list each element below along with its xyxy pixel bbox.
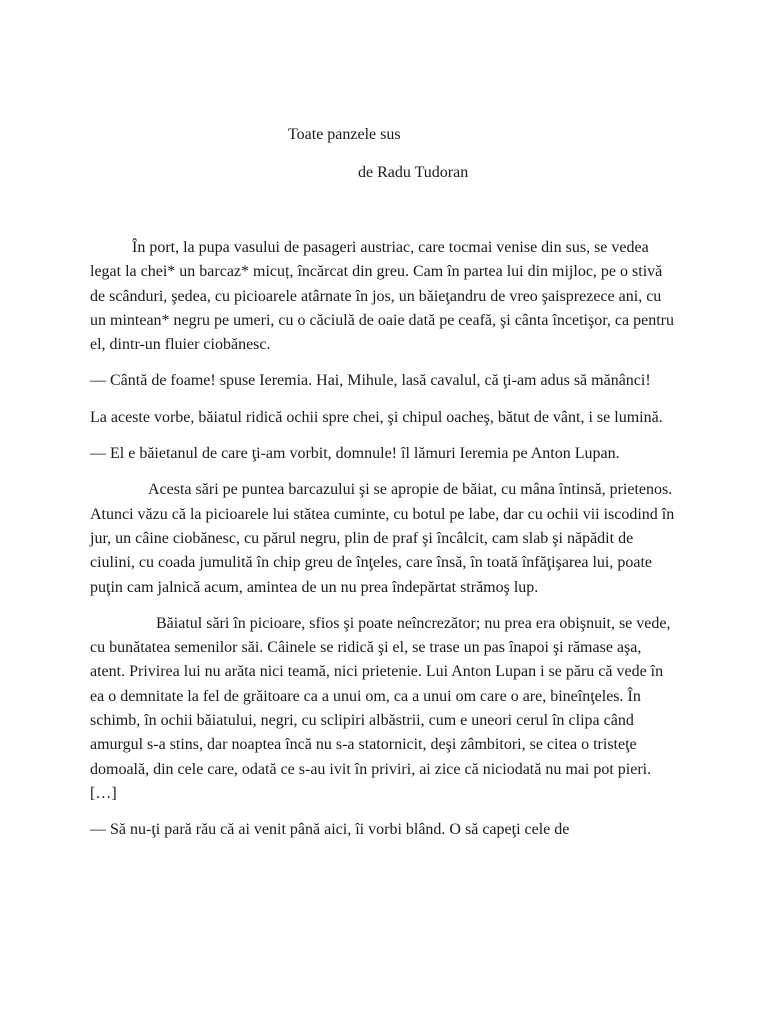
paragraph-4: — El e băietanul de care ţi-am vorbit, domnule! îl lămuri Ieremia pe Anton Lupan. <box>90 445 620 463</box>
paragraph-7: — Să nu-ţi pară rău că ai venit până aici, îi vorbi blând. O să capeţi cele de <box>90 821 570 839</box>
paragraph-6: Băiatul sări în picioare, sfios şi poate neîncrezător; nu prea era obişnuit, se vede, cu bunătatea semenilor săi. Câinele se ridică şi el, se trase un pas înapoi şi rămase aşa, atent. Privirea lui nu arăta nici teamă, nici prietenie. Lui Anton Lupan i se păru că vede în ea o demnitate la fel de grăitoare ca a unui om, ca a unui om care o are, bineînţeles. În schimb, în ochii băiatului, negri, cu sclipiri albăstrii, cum e uneori cerul în clipa când amurgul s-a stins, dar noaptea încă nu s-a statornicit, deşi zâmbitori, se citea o tristeţe domoală, din cele care, odată ce s-au ivit în priviri, ai zice că niciodată nu mai pot pieri. […] <box>90 614 671 802</box>
author-line: de Radu Tudoran <box>358 164 469 181</box>
paragraph-5: Acesta sări pe puntea barcazului şi se apropie de băiat, cu mâna întinsă, prietenos. Atunci văzu că la picioarele lui stătea cuminte, cu botul pe labe, dar cu ochii vii iscodind în jur, un câine ciobănesc, cu părul negru, plin de praf şi încâlcit, cam slab şi năpădit de ciulini, cu coada jumulită în chip greu de înţeles, care însă, în toată înfăţişarea lui, poate puţin cam jalnică acum, amintea de un nu prea îndepărtat strămoş lup. <box>90 481 675 596</box>
paragraph-1: În port, la pupa vasului de pasageri austriac, care tocmai venise din sus, se vedea legat la chei* un barcaz* micuț, încărcat din greu. Cam în partea lui din mijloc, pe o stivă de scânduri, şedea, cu picioarele atârnate în jos, un băieţandru de vreo şaisprezece ani, cu un mintean* negru pe umeri, cu o căciulă de oaie dată pe ceafă, şi cânta încetişor, ca pentru el, dintr-un fluier ciobănesc. <box>90 239 674 354</box>
paragraph-2: — Cântă de foame! spuse Ieremia. Hai, Mihule, lasă cavalul, că ţi-am adus să mănânci! <box>90 372 651 390</box>
body-text <box>90 236 678 855</box>
document-title: Toate panzele sus <box>288 126 401 143</box>
paragraph-3: La aceste vorbe, băiatul ridică ochii spre chei, şi chipul oacheş, bătut de vânt, i se lumină. <box>90 408 663 426</box>
